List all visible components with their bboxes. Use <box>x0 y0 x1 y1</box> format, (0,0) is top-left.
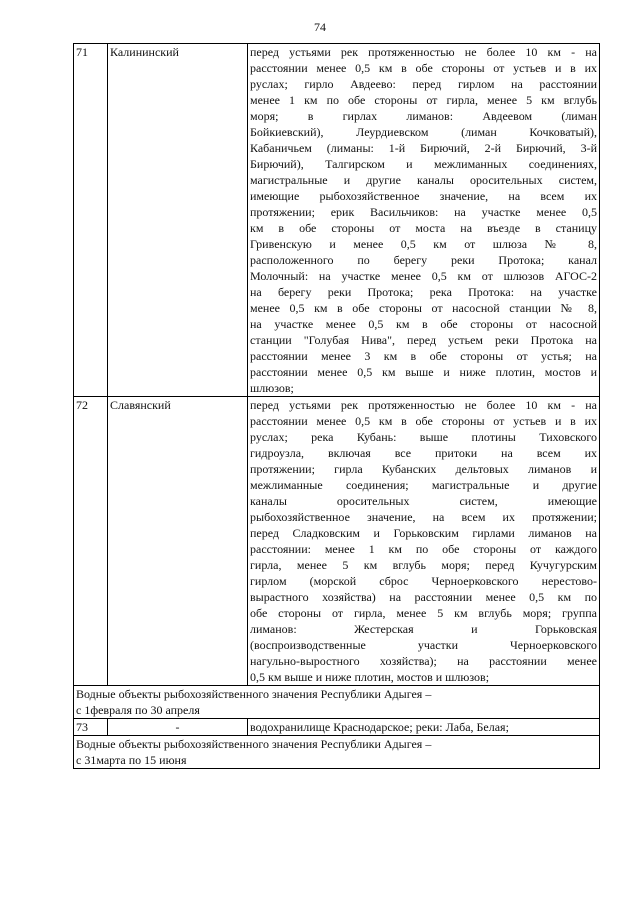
text-line: моря; в гирлах лиманов: Авдеевом (лиман <box>250 109 597 123</box>
text-line: расстоянии менее 3 км в обе стороны от устья; на <box>250 349 597 363</box>
row-number: 73 <box>74 719 108 736</box>
text-line: (воспроизводственные участки Черноерковского <box>250 638 597 652</box>
text-line: станции "Голубая Нива", перед устьем реки Протока на <box>250 333 597 347</box>
section-header-row <box>74 736 600 769</box>
text-line: менее 0,5 км в обе стороны от насосной станции № 8, <box>250 301 597 315</box>
row-description <box>248 719 600 736</box>
text-line: расстоянии менее 0,5 км в обе стороны от устьев и в их <box>250 414 597 428</box>
text-line: 0,5 км выше и ниже плотин, мостов и шлюзов; <box>250 670 490 684</box>
text-line: гирлом (морской сброс Черноерковского нерестово- <box>250 574 597 588</box>
text-line: шлюзов; <box>250 381 294 395</box>
region-name: Славянский <box>108 397 248 686</box>
text-line: гидроузла, включая все притоки на всем их <box>250 446 597 460</box>
text-line: км в обе стороны от моста на въезде в станицу <box>250 221 597 235</box>
section-title: Водные объекты рыбохозяйственного значения Республики Адыгея – <box>76 687 432 701</box>
text-line: на участке менее 0,5 км в обе стороны от насосной <box>250 317 597 331</box>
text-line: руслах; река Кубань: выше плотины Тиховского <box>250 430 597 444</box>
region-name: Калининский <box>108 44 248 397</box>
text-line: каналы оросительных систем, имеющие <box>250 494 597 508</box>
text-line: руслах; гирло Авдеево: перед гирлом на расстоянии <box>250 77 597 91</box>
row-description <box>248 44 600 397</box>
section-period: с 1февраля по 30 апреля <box>76 703 200 717</box>
text-line: Бойкиевский), Леурдиевском (лиман Кочковатый), <box>250 125 597 139</box>
section-header <box>74 736 600 769</box>
row-number: 71 <box>74 44 108 397</box>
section-header-row <box>74 686 600 719</box>
section-header <box>74 686 600 719</box>
text-line: перед устьями рек протяженностью не более 10 км - на <box>250 398 597 412</box>
text-line: расположенного по берегу реки Протока; канал <box>250 253 597 267</box>
text-line: перед устьями рек протяженностью не более 10 км - на <box>250 45 597 59</box>
section-period: с 31марта по 15 июня <box>76 753 187 767</box>
text-line: имеющие рыбохозяйственное значение, на всем их <box>250 189 597 203</box>
text-line: вырастного хозяйства) на расстоянии менее 0,5 км по <box>250 590 597 604</box>
table-row <box>74 397 600 686</box>
text-line: лиманов: Жестерская и Горьковская <box>250 622 597 636</box>
page-number: 74 <box>314 20 326 34</box>
table-row <box>74 44 600 397</box>
row-number: 72 <box>74 397 108 686</box>
text-line: межлиманные соединения; магистральные и другие <box>250 478 597 492</box>
text-line: менее 1 км по обе стороны от гирла, менее 5 км вглубь <box>250 93 597 107</box>
text-line: обе стороны от гирла, менее 5 км вглубь моря; группа <box>250 606 597 620</box>
text-line: протяжении; гирла Кубанских дельтовых лиманов и <box>250 462 597 476</box>
text-line: магистральные и другие каналы оросительных систем, <box>250 173 597 187</box>
text-line: протяжении; ерик Васильчиков: на участке менее 0,5 <box>250 205 597 219</box>
text-line: расстоянии: менее 1 км по обе стороны от каждого <box>250 542 597 556</box>
row-description <box>248 397 600 686</box>
section-title: Водные объекты рыбохозяйственного значения Республики Адыгея – <box>76 737 432 751</box>
text-line: водохранилище Краснодарское; реки: Лаба, Белая; <box>250 720 509 734</box>
text-line: Бирючий), Талгирском и межлиманных соединениях, <box>250 157 597 171</box>
regulation-table <box>73 43 600 769</box>
text-line: на берегу реки Протока; река Протока: на участке <box>250 285 597 299</box>
text-line: нагульно-выростного хозяйства); на расстоянии менее <box>250 654 597 668</box>
region-name: - <box>108 719 248 736</box>
text-line: расстоянии менее 0,5 км в обе стороны от устьев и в их <box>250 61 597 75</box>
text-line: Молочный: на участке менее 0,5 км от шлюзов АГОС-2 <box>250 269 597 283</box>
text-line: перед Сладковским и Горьковским гирлами лиманов на <box>250 526 597 540</box>
text-line: Кабаничьем (лиманы: 1-й Бирючий, 2-й Бирючий, 3-й <box>250 141 597 155</box>
table-row <box>74 719 600 736</box>
text-line: расстоянии менее 0,5 км выше и ниже плотин, мостов и <box>250 365 597 379</box>
text-line: гирла, менее 5 км вглубь моря; перед Кучугурским <box>250 558 597 572</box>
text-line: Гривенскую и менее 0,5 км от шлюза № 8, <box>250 237 597 251</box>
text-line: рыбохозяйственное значение, на всем их протяжении; <box>250 510 597 524</box>
